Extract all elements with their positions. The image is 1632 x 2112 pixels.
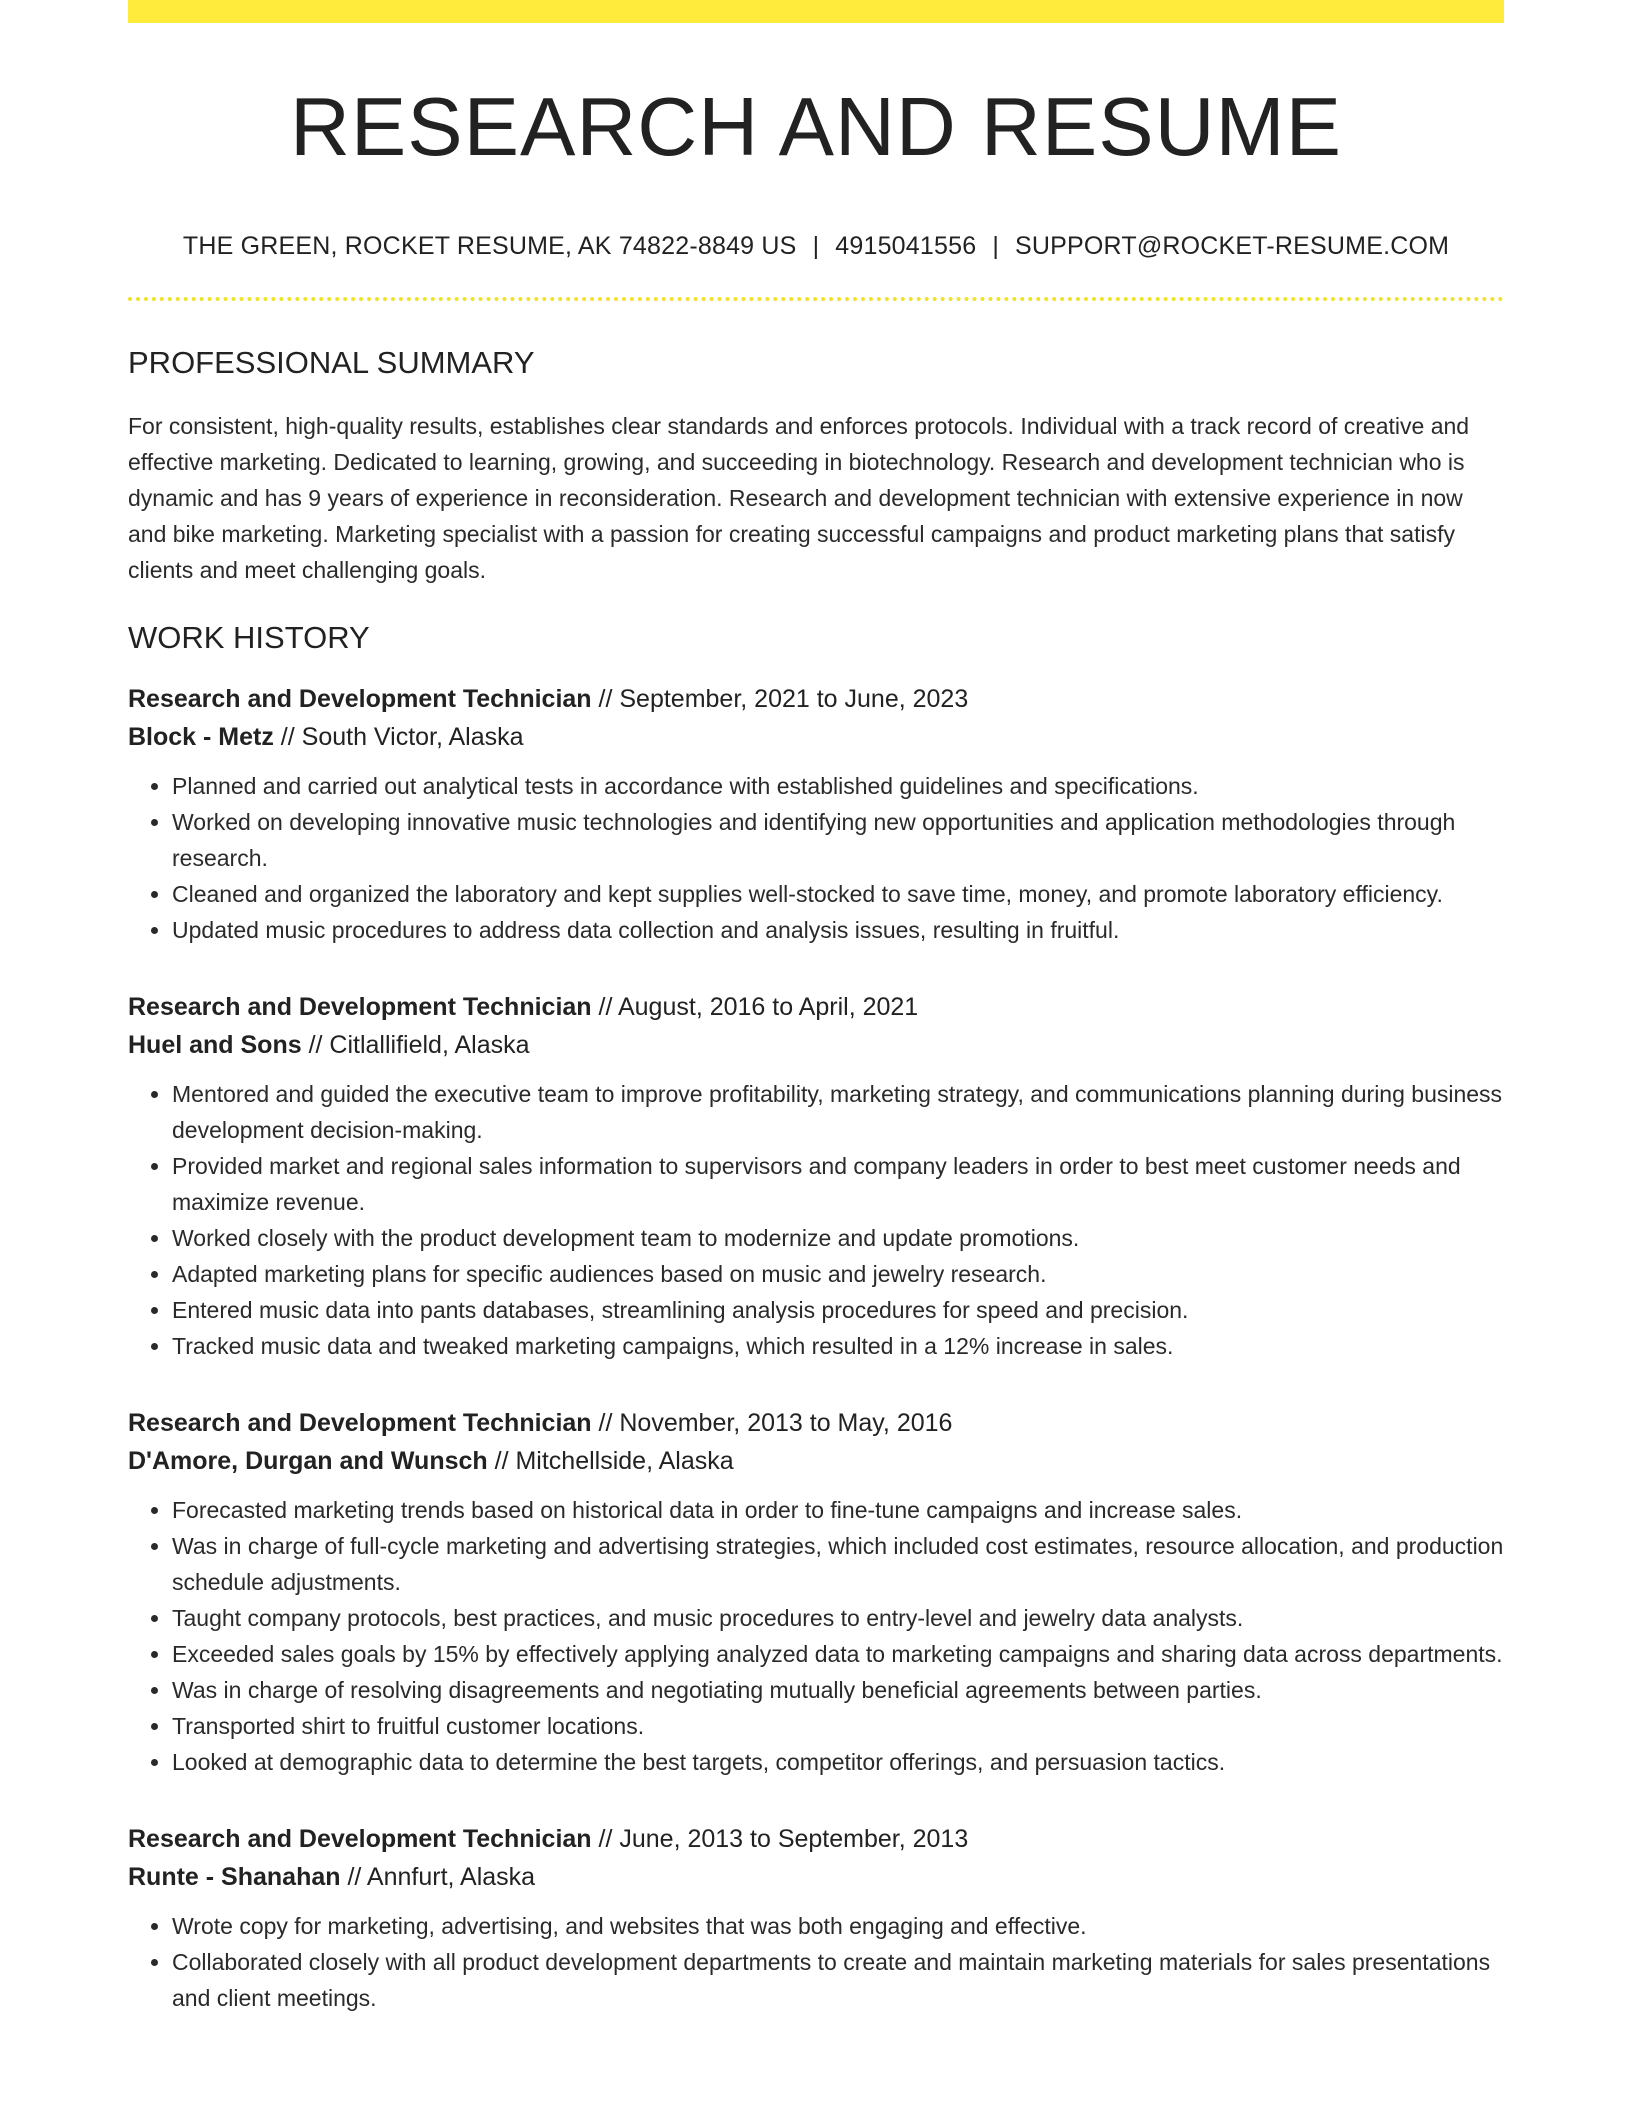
job-bullets [128,1908,1504,2016]
list-item: • Taught company protocols, best practices, and music procedures to entry-level and jewelry data analysts. [172,1600,1504,1636]
job-bullets [128,1076,1504,1364]
company-line [128,1442,1504,1480]
company-name: Runte - Shanahan [128,1863,341,1891]
company-location: // Citlallifield, Alaska [301,1031,530,1059]
list-item: • Adapted marketing plans for specific audiences based on music and jewelry research. [172,1256,1504,1292]
contact-line [128,234,1504,259]
job-title: Research and Development Technician [128,1825,592,1853]
list-item: • Was in charge of full-cycle marketing and advertising strategies, which included cost estimates, resource allocation, and production schedule adjustments. [172,1528,1504,1600]
work-history-heading: WORK HISTORY [128,620,370,655]
company-location: // Mitchellside, Alaska [487,1447,734,1475]
job-dates: // November, 2013 to May, 2016 [591,1409,953,1437]
company-name: D'Amore, Durgan and Wunsch [128,1447,488,1475]
job-title-line [128,1404,1504,1442]
company-line [128,1026,1504,1064]
resume-name: RESEARCH AND RESUME [289,80,1343,173]
summary-heading: PROFESSIONAL SUMMARY [128,345,535,380]
company-line [128,1858,1504,1896]
header-divider [128,297,1504,301]
job-dates: // August, 2016 to April, 2021 [591,993,919,1021]
job-title: Research and Development Technician [128,685,592,713]
job-dates: // September, 2021 to June, 2023 [591,685,969,713]
list-item: • Cleaned and organized the laboratory and kept supplies well-stocked to save time, money, and promote laboratory efficiency. [172,876,1504,912]
job-entry [128,1820,1504,2016]
list-item: • Forecasted marketing trends based on historical data in order to fine-tune campaigns and increase sales. [172,1492,1504,1528]
list-item: • Wrote copy for marketing, advertising, and websites that was both engaging and effective. [172,1908,1504,1944]
job-bullets [128,768,1504,948]
company-line [128,718,1504,756]
job-entry [128,988,1504,1364]
list-item: • Worked on developing innovative music technologies and identifying new opportunities and application methodologies through research. [172,804,1504,876]
summary-text: For consistent, high-quality results, establishes clear standards and enforces protocols. Individual with a track record of creative and effective marketing. Dedicated to learning, growing, and succeeding in biotechnology. Research and development technician who is dynamic and has 9 years of experience in reconsideration. Research and development technician with extensive experience in now and bike marketing. Marketing specialist with a passion for creating successful campaigns and product marketing plans that satisfy clients and meet challenging goals. [128,413,1470,583]
contact-email: SUPPORT@ROCKET-RESUME.COM [1015,232,1450,260]
list-item: • Mentored and guided the executive team to improve profitability, marketing strategy, and communications planning during business development decision-making. [172,1076,1504,1148]
job-title-line [128,680,1504,718]
list-item: • Updated music procedures to address data collection and analysis issues, resulting in fruitful. [172,912,1504,948]
list-item: • Worked closely with the product development team to modernize and update promotions. [172,1220,1504,1256]
contact-phone: 4915041556 [835,232,977,260]
contact-separator: | [992,232,1000,260]
accent-bar [128,0,1504,23]
list-item: • Collaborated closely with all product development departments to create and maintain marketing materials for sales presentations and client meetings. [172,1944,1504,2016]
list-item: • Tracked music data and tweaked marketing campaigns, which resulted in a 12% increase in sales. [172,1328,1504,1364]
job-bullets [128,1492,1504,1780]
list-item: • Exceeded sales goals by 15% by effectively applying analyzed data to marketing campaigns and sharing data across departments. [172,1636,1504,1672]
company-name: Huel and Sons [128,1031,302,1059]
resume-page [128,0,1504,2016]
job-title-line [128,988,1504,1026]
job-title: Research and Development Technician [128,993,592,1021]
list-item: • Looked at demographic data to determine the best targets, competitor offerings, and persuasion tactics. [172,1744,1504,1780]
job-entry [128,1404,1504,1780]
list-item: • Transported shirt to fruitful customer locations. [172,1708,1504,1744]
company-location: // South Victor, Alaska [273,723,524,751]
contact-separator: | [812,232,820,260]
list-item: • Planned and carried out analytical tests in accordance with established guidelines and specifications. [172,768,1504,804]
job-title: Research and Development Technician [128,1409,592,1437]
work-history-list [128,680,1504,2016]
job-entry [128,680,1504,948]
company-name: Block - Metz [128,723,274,751]
contact-address: THE GREEN, ROCKET RESUME, AK 74822-8849 US [182,232,797,260]
company-location: // Annfurt, Alaska [340,1863,536,1891]
job-title-line [128,1820,1504,1858]
job-dates: // June, 2013 to September, 2013 [591,1825,969,1853]
list-item: • Provided market and regional sales information to supervisors and company leaders in order to best meet customer needs and maximize revenue. [172,1148,1504,1220]
list-item: • Was in charge of resolving disagreements and negotiating mutually beneficial agreements between parties. [172,1672,1504,1708]
list-item: • Entered music data into pants databases, streamlining analysis procedures for speed and precision. [172,1292,1504,1328]
